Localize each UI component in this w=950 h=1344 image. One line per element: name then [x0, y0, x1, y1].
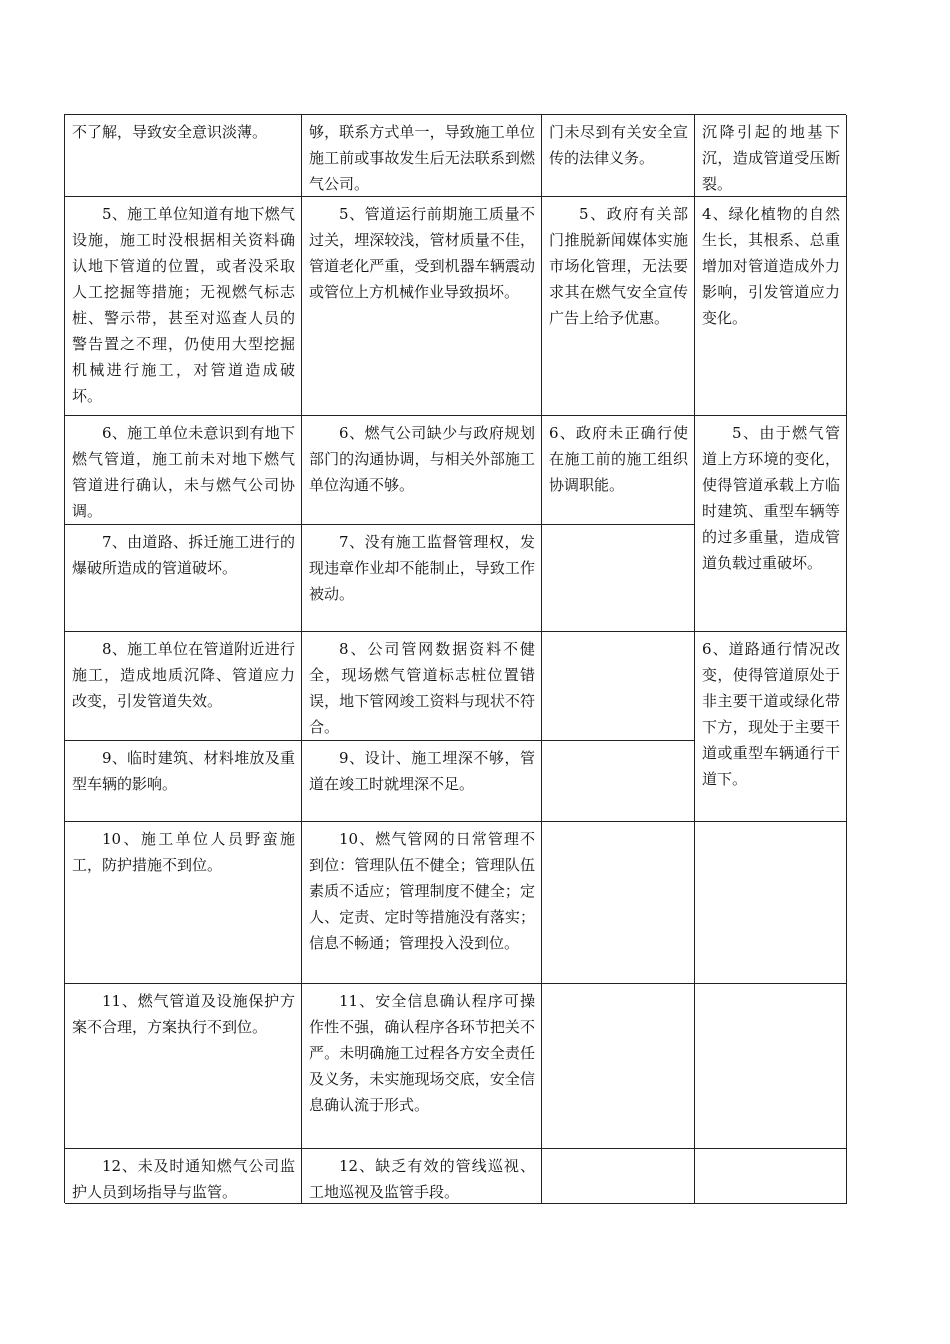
- table-cell: 7、没有施工监督管理权，发现违章作业却不能制止，导致工作被动。: [302, 525, 542, 632]
- table-cell: 不了解，导致安全意识淡薄。: [65, 115, 302, 197]
- table-cell: [542, 822, 695, 984]
- table-cell: 10、施工单位人员野蛮施工，防护措施不到位。: [65, 822, 302, 984]
- table-cell: 5、由于燃气管道上方环境的变化，使得管道承载上方临时建筑、重型车辆等的过多重量，造成管道负载过重破坏。: [695, 416, 847, 632]
- causes-table: [64, 114, 846, 1203]
- table-cell: [695, 822, 847, 984]
- table-cell: [542, 1149, 695, 1204]
- table-cell: 12、缺乏有效的管线巡视、工地巡视及监管手段。: [302, 1149, 542, 1204]
- table-cell: 4、绿化植物的自然生长，其根系、总重增加对管道造成外力影响，引发管道应力变化。: [695, 197, 847, 416]
- table-cell: [542, 525, 695, 632]
- table-cell: [695, 984, 847, 1149]
- table-cell: 门未尽到有关安全宣传的法律义务。: [542, 115, 695, 197]
- table-cell: 9、临时建筑、材料堆放及重型车辆的影响。: [65, 741, 302, 822]
- table-cell: 9、设计、施工埋深不够，管道在竣工时就埋深不足。: [302, 741, 542, 822]
- table-cell: [542, 632, 695, 741]
- table-cell: 12、未及时通知燃气公司监护人员到场指导与监管。: [65, 1149, 302, 1204]
- table-cell: 6、道路通行情况改变，使得管道原处于非主要干道或绿化带下方，现处于主要干道或重型车辆通行干道下。: [695, 632, 847, 822]
- table-cell: [542, 984, 695, 1149]
- table-cell: 6、施工单位未意识到有地下燃气管道，施工前未对地下燃气管道进行确认，未与燃气公司协调。: [65, 416, 302, 525]
- table-cell: [695, 1149, 847, 1204]
- table-cell: 8、公司管网数据资料不健全，现场燃气管道标志桩位置错误，地下管网竣工资料与现状不符合。: [302, 632, 542, 741]
- table-cell: 7、由道路、拆迁施工进行的爆破所造成的管道破坏。: [65, 525, 302, 632]
- table-cell: 够，联系方式单一，导致施工单位施工前或事故发生后无法联系到燃气公司。: [302, 115, 542, 197]
- table-cell: [542, 741, 695, 822]
- table-cell: 10、燃气管网的日常管理不到位：管理队伍不健全；管理队伍素质不适应；管理制度不健全；定人、定责、定时等措施没有落实；信息不畅通；管理投入没到位。: [302, 822, 542, 984]
- table-cell: 11、燃气管道及设施保护方案不合理，方案执行不到位。: [65, 984, 302, 1149]
- table-cell: 5、管道运行前期施工质量不过关，埋深较浅，管材质量不佳，管道老化严重，受到机器车辆震动或管位上方机械作业导致损坏。: [302, 197, 542, 416]
- table-cell: 5、政府有关部门推脱新闻媒体实施市场化管理，无法要求其在燃气安全宣传广告上给予优惠。: [542, 197, 695, 416]
- table-cell: 8、施工单位在管道附近进行施工，造成地质沉降、管道应力改变，引发管道失效。: [65, 632, 302, 741]
- table-cell: 6、燃气公司缺少与政府规划部门的沟通协调，与相关外部施工单位沟通不够。: [302, 416, 542, 525]
- table-cell: 沉降引起的地基下沉，造成管道受压断裂。: [695, 115, 847, 197]
- table-cell: 11、安全信息确认程序可操作性不强，确认程序各环节把关不严。未明确施工过程各方安全责任及义务，未实施现场交底，安全信息确认流于形式。: [302, 984, 542, 1149]
- table-cell: 6、政府未正确行使在施工前的施工组织协调职能。: [542, 416, 695, 525]
- table-cell: 5、施工单位知道有地下燃气设施，施工时没根据相关资料确认地下管道的位置，或者没采取人工挖掘等措施；无视燃气标志桩、警示带，甚至对巡查人员的警告置之不理，仍使用大型挖掘机械进行施工，对管道造成破坏。: [65, 197, 302, 416]
